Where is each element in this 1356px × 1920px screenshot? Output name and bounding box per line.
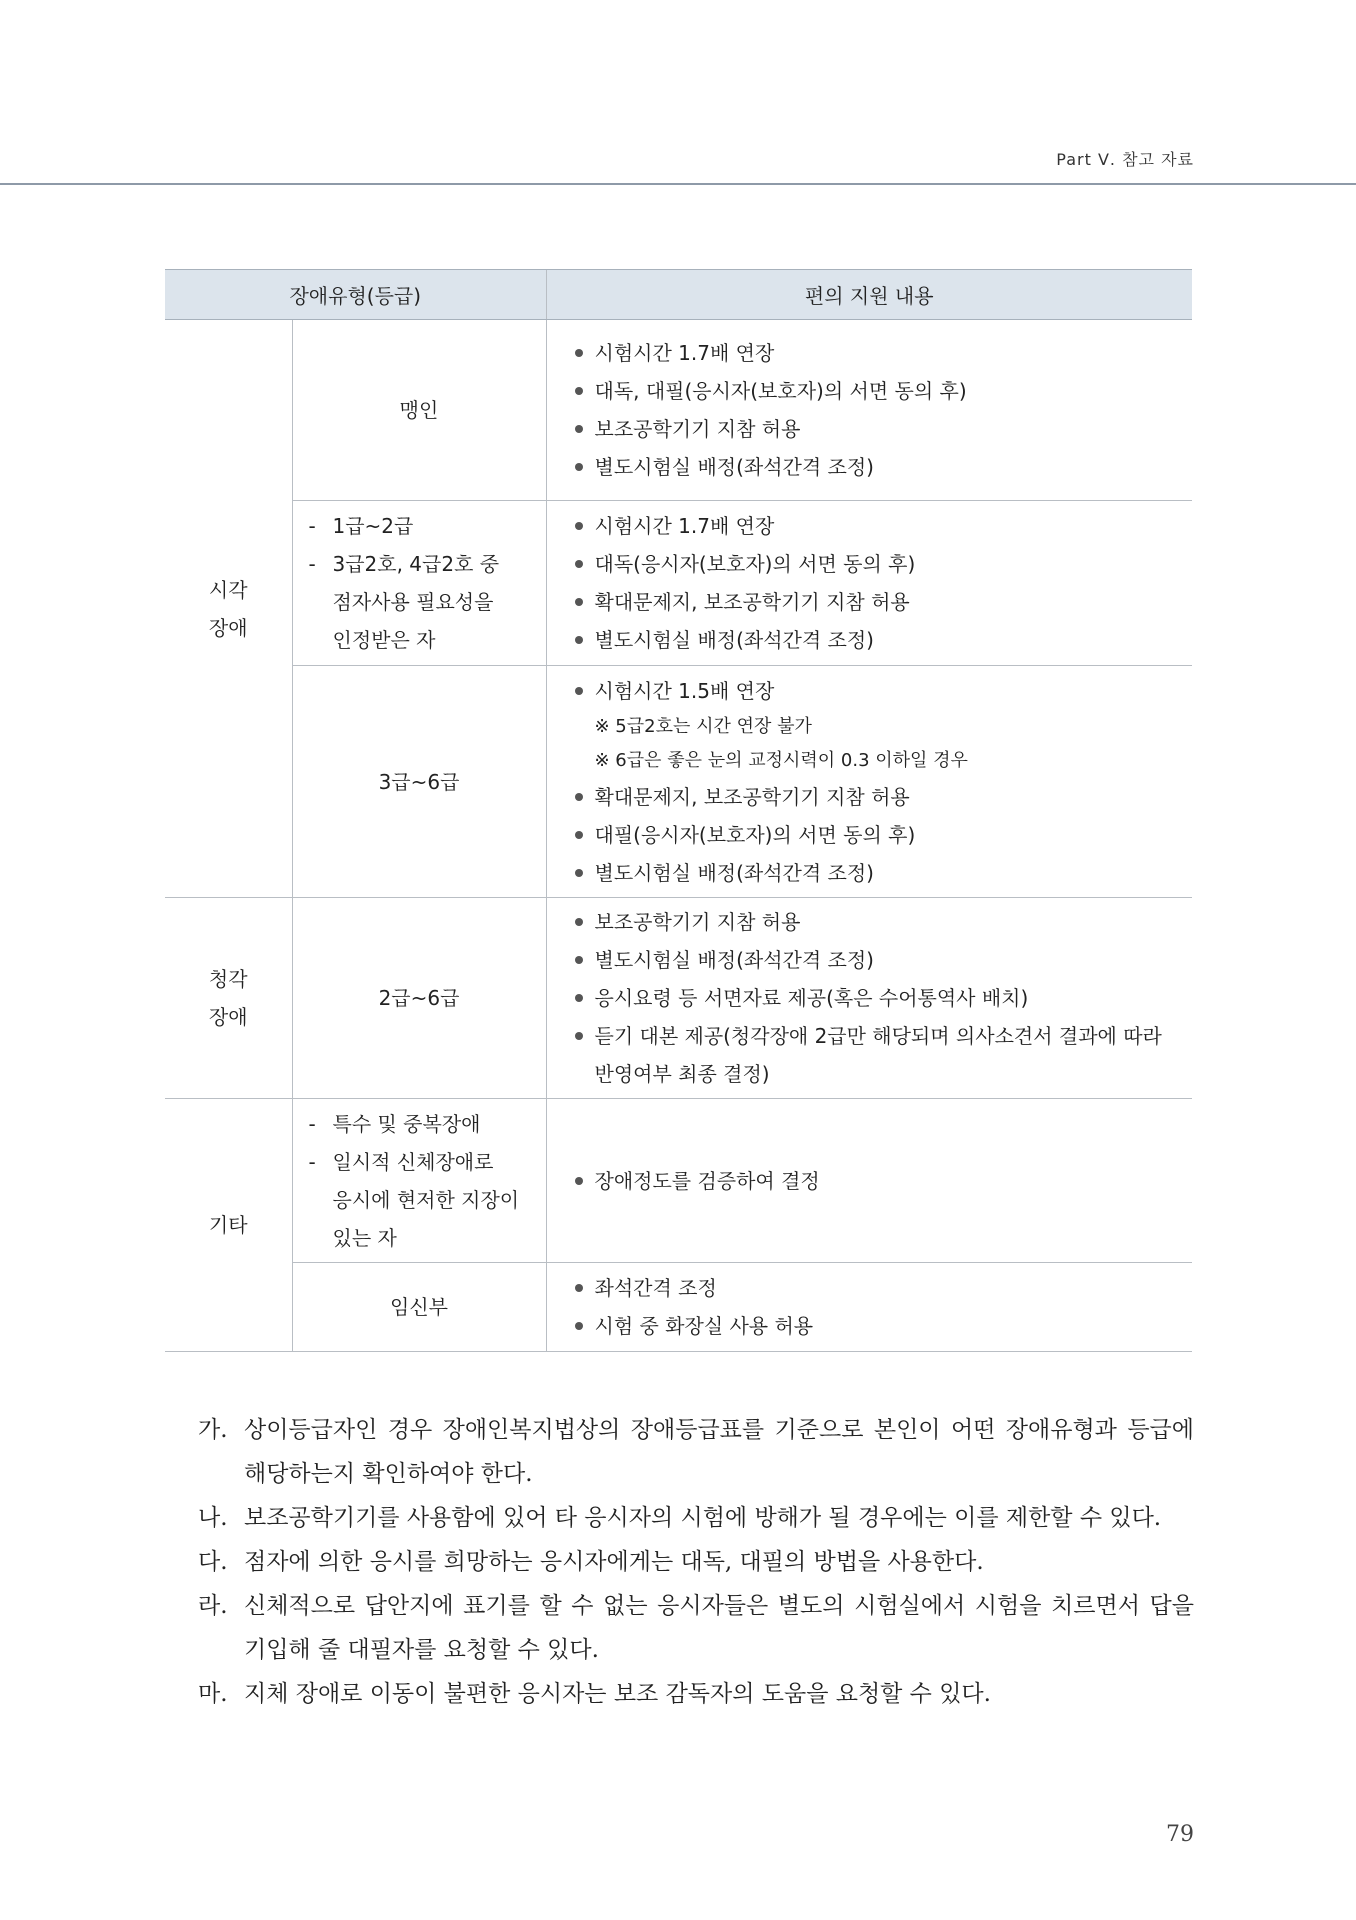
header-divider bbox=[0, 183, 1356, 185]
type-cell: 3급~6급 bbox=[292, 666, 546, 898]
list-item: 보조공학기기 지참 허용 bbox=[573, 410, 1193, 448]
note-text: 상이등급자인 경우 장애인복지법상의 장애등급표를 기준으로 본인이 어떤 장애유형과 등급에 해당하는지 확인하여야 한다. bbox=[244, 1417, 1194, 1487]
header-disability-type: 장애유형(등급) bbox=[165, 270, 546, 320]
accommodation-table bbox=[165, 269, 1192, 1352]
running-header: Part Ⅴ. 참고 자료 bbox=[1056, 150, 1194, 169]
note-marker: 라. bbox=[198, 1593, 228, 1619]
note-marker: 나. bbox=[198, 1505, 228, 1531]
list-item: 별도시험실 배정(좌석간격 조정) bbox=[573, 941, 1193, 979]
type-cell: 맹인 bbox=[292, 320, 546, 501]
list-item: 장애정도를 검증하여 결정 bbox=[573, 1162, 1193, 1200]
type-cell: 2급~6급 bbox=[292, 898, 546, 1099]
list-item: 대필(응시자(보호자)의 서면 동의 후) bbox=[573, 816, 1193, 854]
type-cell bbox=[292, 501, 546, 666]
group-hearing: 청각 장애 bbox=[165, 898, 292, 1099]
list-item: 별도시험실 배정(좌석간격 조정) bbox=[573, 854, 1193, 892]
note-item: ※ 5급2호는 시간 연장 불가 bbox=[594, 715, 812, 737]
list-item: 대독, 대필(응시자(보호자)의 서면 동의 후) bbox=[573, 372, 1193, 410]
support-cell bbox=[546, 1263, 1192, 1352]
support-cell bbox=[546, 320, 1192, 501]
type-line: - 일시적 신체장애로 응시에 현저한 지장이 있는 자 bbox=[307, 1143, 546, 1257]
list-item: 별도시험실 배정(좌석간격 조정) bbox=[573, 621, 1193, 659]
header-support-content: 편의 지원 내용 bbox=[546, 270, 1192, 320]
list-item: 좌석간격 조정 bbox=[573, 1269, 1193, 1307]
support-cell bbox=[546, 898, 1192, 1099]
list-item: 시험 중 화장실 사용 허용 bbox=[573, 1307, 1193, 1345]
note-text: 신체적으로 답안지에 표기를 할 수 없는 응시자들은 별도의 시험실에서 시험을 치르면서 답을 기입해 줄 대필자를 요청할 수 있다. bbox=[244, 1593, 1194, 1663]
list-item: 시험시간 1.5배 연장 bbox=[573, 672, 1193, 710]
group-visual: 시각 장애 bbox=[165, 320, 292, 898]
type-cell: 임신부 bbox=[292, 1263, 546, 1352]
note-paragraph bbox=[198, 1496, 1194, 1540]
list-item: 보조공학기기 지참 허용 bbox=[573, 903, 1193, 941]
type-line: - 3급2호, 4급2호 중 점자사용 필요성을 인정받은 자 bbox=[307, 545, 546, 659]
list-item: 시험시간 1.7배 연장 bbox=[573, 507, 1193, 545]
note-text: 지체 장애로 이동이 불편한 응시자는 보조 감독자의 도움을 요청할 수 있다. bbox=[244, 1681, 991, 1707]
table-row bbox=[165, 501, 1192, 666]
note-paragraph bbox=[198, 1584, 1194, 1672]
table-row bbox=[165, 898, 1192, 1099]
list-item: 응시요령 등 서면자료 제공(혹은 수어통역사 배치) bbox=[573, 979, 1193, 1017]
note-text: 점자에 의한 응시를 희망하는 응시자에게는 대독, 대필의 방법을 사용한다. bbox=[244, 1549, 984, 1575]
support-cell bbox=[546, 666, 1192, 898]
group-other: 기타 bbox=[165, 1099, 292, 1352]
note-marker: 가. bbox=[198, 1417, 228, 1443]
note-paragraph bbox=[198, 1540, 1194, 1584]
notes-list bbox=[198, 1408, 1194, 1716]
page-number: 79 bbox=[1166, 1822, 1194, 1847]
type-cell bbox=[292, 1099, 546, 1263]
type-line: - 1급~2급 bbox=[307, 507, 546, 545]
table-header-row bbox=[165, 270, 1192, 320]
list-item: 확대문제지, 보조공학기기 지참 허용 bbox=[573, 778, 1193, 816]
support-cell bbox=[546, 501, 1192, 666]
list-item: 시험시간 1.7배 연장 bbox=[573, 334, 1193, 372]
note-text: 보조공학기기를 사용함에 있어 타 응시자의 시험에 방해가 될 경우에는 이를 제한할 수 있다. bbox=[244, 1505, 1162, 1531]
table-row bbox=[165, 666, 1192, 898]
type-line: - 특수 및 중복장애 bbox=[307, 1105, 546, 1143]
list-item: 대독(응시자(보호자)의 서면 동의 후) bbox=[573, 545, 1193, 583]
support-cell bbox=[546, 1099, 1192, 1263]
note-paragraph bbox=[198, 1672, 1194, 1716]
note-marker: 다. bbox=[198, 1549, 228, 1575]
note-paragraph bbox=[198, 1408, 1194, 1496]
table-row bbox=[165, 1099, 1192, 1263]
table-row bbox=[165, 320, 1192, 501]
list-item: 듣기 대본 제공(청각장애 2급만 해당되며 의사소견서 결과에 따라 반영여부 최종 결정) bbox=[573, 1017, 1193, 1093]
table-row bbox=[165, 1263, 1192, 1352]
list-item: 별도시험실 배정(좌석간격 조정) bbox=[573, 448, 1193, 486]
list-item: 확대문제지, 보조공학기기 지참 허용 bbox=[573, 583, 1193, 621]
note-marker: 마. bbox=[198, 1681, 228, 1707]
note-item: ※ 6급은 좋은 눈의 교정시력이 0.3 이하일 경우 bbox=[594, 749, 968, 771]
